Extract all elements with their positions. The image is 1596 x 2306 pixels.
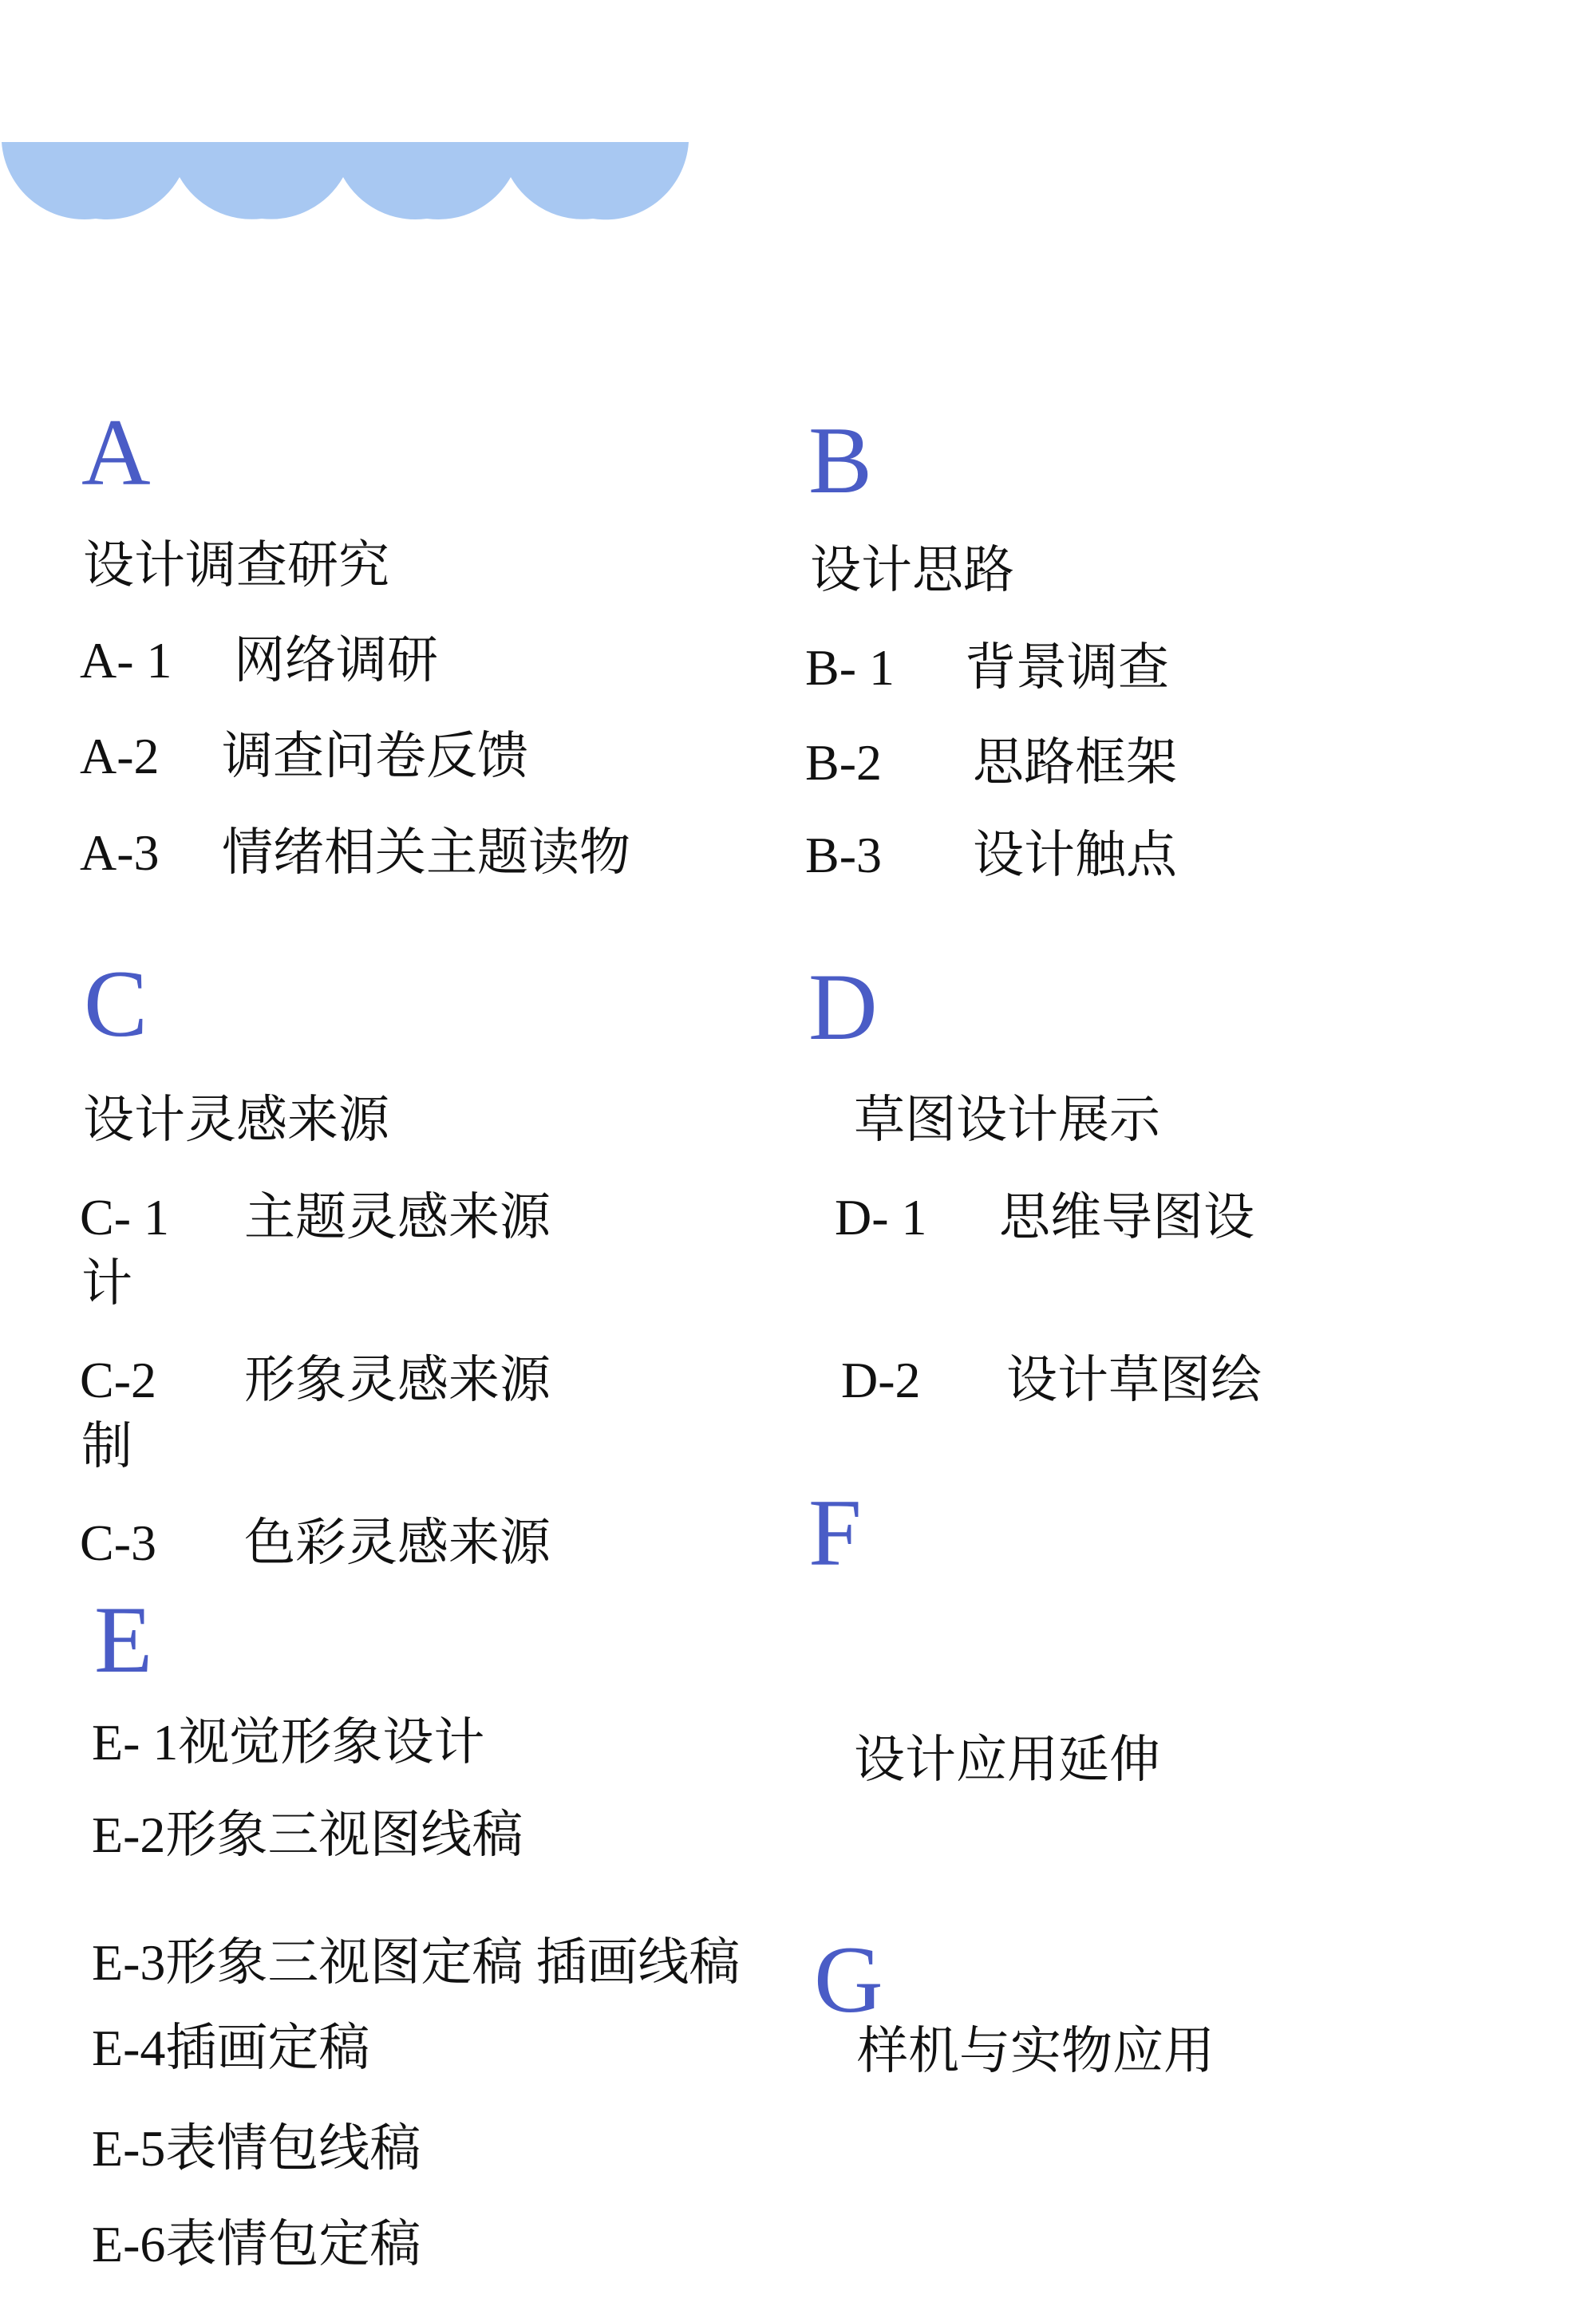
scallop-decoration (0, 0, 694, 223)
section-title-a: 设计调查研究 (83, 537, 389, 594)
item-code: C-3 (80, 1514, 156, 1571)
item-text: 形象灵感来源 (244, 1352, 551, 1408)
section-letter-e: E (94, 1586, 153, 1692)
item-text: 情绪相关主题读物 (222, 824, 630, 881)
item-code: D-2 (841, 1352, 921, 1408)
item-text: 设计触点 (973, 827, 1177, 883)
item-text: 主题灵感来源 (244, 1189, 551, 1246)
item-code: D- 1 (835, 1189, 927, 1246)
section-title-g: 样机与实物应用 (857, 2023, 1215, 2079)
item-code: C- 1 (80, 1189, 169, 1246)
item-text: 设计草图绘 (1006, 1352, 1262, 1408)
section-letter-b: B (808, 407, 873, 513)
section-letter-g: G (814, 1926, 883, 2032)
item-code: B-2 (805, 734, 882, 791)
section-letter-f: F (808, 1479, 862, 1585)
item-text: E-2形象三视图线稿 (92, 1806, 523, 1863)
item-text: E- 1视觉形象设计 (92, 1714, 485, 1771)
item-text: E-4插画定稿 (92, 2020, 370, 2076)
section-title-c: 设计灵感来源 (83, 1092, 389, 1148)
item-text-wrap: 制 (81, 1418, 132, 1475)
section-letter-a: A (81, 399, 151, 505)
item-code: C-2 (80, 1352, 156, 1408)
item-text: 思路框架 (973, 734, 1177, 791)
item-text: E-6表情包定稿 (92, 2216, 421, 2272)
item-text: 网络调研 (234, 632, 438, 689)
item-text: 背景调查 (965, 639, 1169, 696)
item-text: E-3形象三视图定稿 插画线稿 (92, 1934, 741, 1991)
section-letter-d: D (808, 954, 878, 1060)
section-title-d: 草图设计展示 (854, 1092, 1160, 1148)
item-code: A-2 (80, 728, 160, 784)
item-code: B-3 (805, 827, 882, 883)
item-text: 思维导图设 (999, 1189, 1254, 1246)
item-text: 调查问卷反馈 (222, 728, 528, 784)
section-title-f: 设计应用延伸 (854, 1731, 1160, 1788)
section-title-b: 设计思路 (810, 542, 1014, 598)
item-code: A- 1 (80, 632, 172, 689)
section-letter-c: C (84, 950, 148, 1056)
item-code: A-3 (80, 824, 160, 881)
item-text: E-5表情包线稿 (92, 2120, 421, 2177)
item-text-wrap: 计 (81, 1255, 132, 1312)
item-text: 色彩灵感来源 (244, 1514, 551, 1571)
item-code: B- 1 (805, 639, 895, 696)
